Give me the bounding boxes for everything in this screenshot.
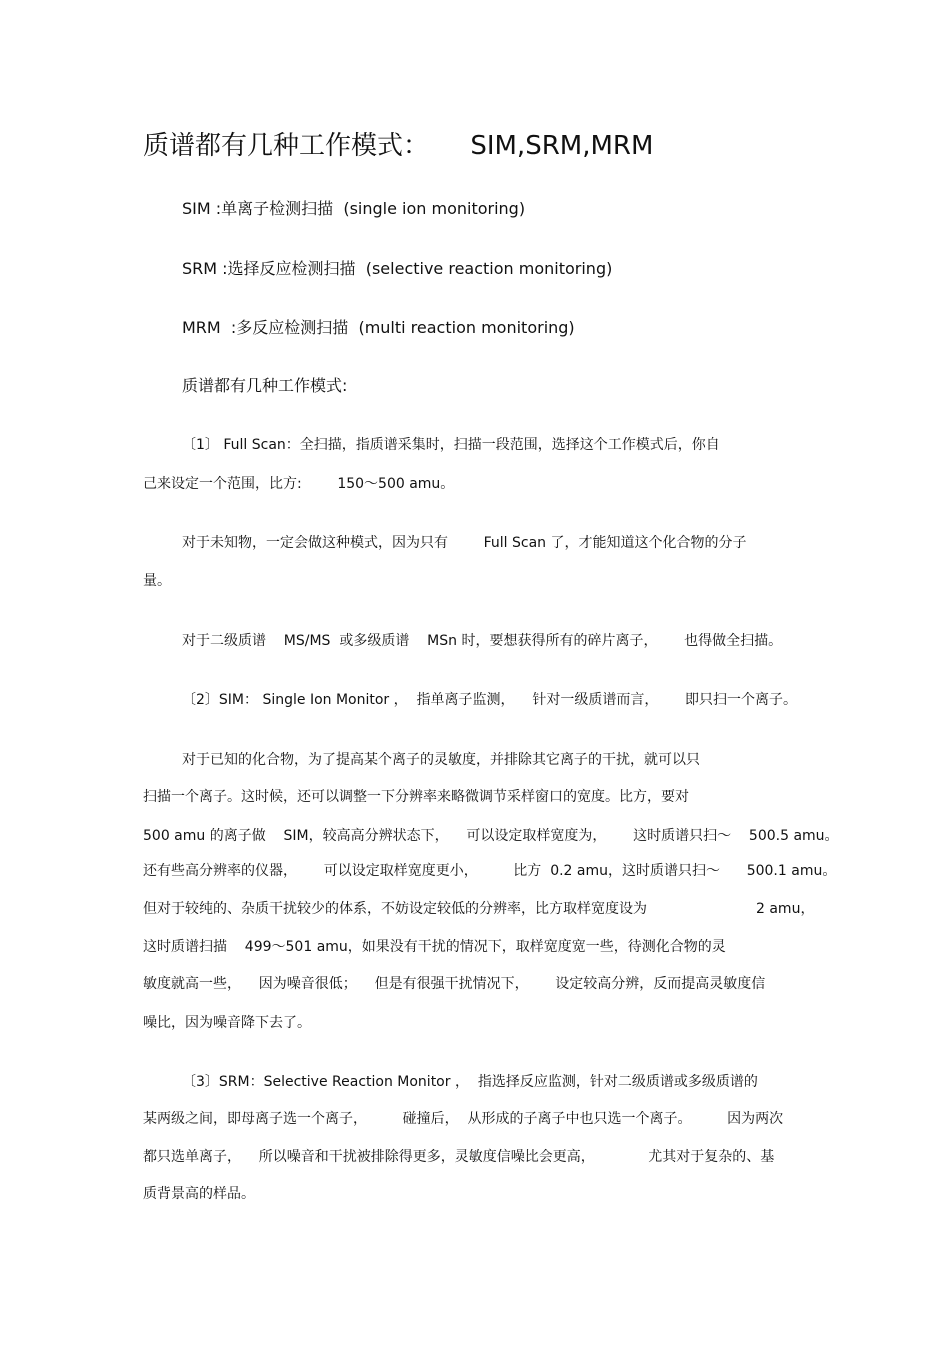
srm-line-4: 质背景高的样品。 [143,1186,255,1202]
mode-mrm: MRM :多反应检测扫描 (multi reaction monitoring) [182,318,575,337]
sim-line-6: 这时质谱扫描 499～501 amu，如果没有干扰的情况下，取样宽度宽一些，待测化合物的灵 [143,939,726,955]
srm-line-2: 某两级之间，即母离子选一个离子， 碰撞后， 从形成的子离子中也只选一个离子。 因为两次 [143,1111,784,1127]
unknown-line-2: 量。 [143,573,171,589]
subheading: 质谱都有几种工作模式: [182,376,348,395]
full-scan-line-1: 〔1〕 Full Scan：全扫描，指质谱采集时，扫描一段范围，选择这个工作模式后，你自 [182,437,720,453]
page-title: 质谱都有几种工作模式： SIM,SRM,MRM [143,131,654,161]
sim-line-7: 敏度就高一些， 因为噪音很低； 但是有很强干扰情况下， 设定较高分辨，反而提高灵敏度信 [143,976,766,992]
srm-line-3: 都只选单离子， 所以噪音和干扰被排除得更多，灵敏度信噪比会更高， 尤其对于复杂的、基 [143,1149,775,1165]
sim-line-1: 对于已知的化合物，为了提高某个离子的灵敏度，并排除其它离子的干扰，就可以只 [182,752,700,768]
sim-heading: 〔2〕SIM： Single Ion Monitor ， 指单离子监测， 针对一级质谱而言， 即只扫一个离子。 [182,692,798,708]
full-scan-line-2: 己来设定一个范围，比方: 150～500 amu。 [143,476,455,492]
sim-line-5: 但对于较纯的、杂质干扰较少的体系，不妨设定较低的分辨率，比方取样宽度设为 [143,901,647,917]
sim-line-2: 扫描一个离子。这时候，还可以调整一下分辨率来略微调节采样窗口的宽度。比方，要对 [143,789,689,805]
sim-line-8: 噪比，因为噪音降下去了。 [143,1015,311,1031]
sim-line-5-end: 2 amu， [756,901,815,917]
sim-line-3: 500 amu 的离子做 SIM，较高高分辨状态下， 可以设定取样宽度为， 这时质谱只扫～ 500.5 amu。 [143,828,839,844]
srm-line-1: 〔3〕SRM：Selective Reaction Monitor ， 指选择反应监测，针对二级质谱或多级质谱的 [182,1074,758,1090]
mode-srm: SRM :选择反应检测扫描 (selective reaction monitoring) [182,259,613,278]
msms-paragraph: 对于二级质谱 MS/MS 或多级质谱 MSn 时，要想获得所有的碎片离子， 也得做全扫描。 [182,633,783,649]
sim-line-4: 还有些高分辨率的仪器， 可以设定取样宽度更小， 比方 0.2 amu，这时质谱只扫～ 500.1 amu。 [143,863,837,879]
unknown-line-1: 对于未知物，一定会做这种模式，因为只有 Full Scan 了，才能知道这个化合物的分子 [182,535,747,551]
mode-sim: SIM :单离子检测扫描 (single ion monitoring) [182,199,526,218]
